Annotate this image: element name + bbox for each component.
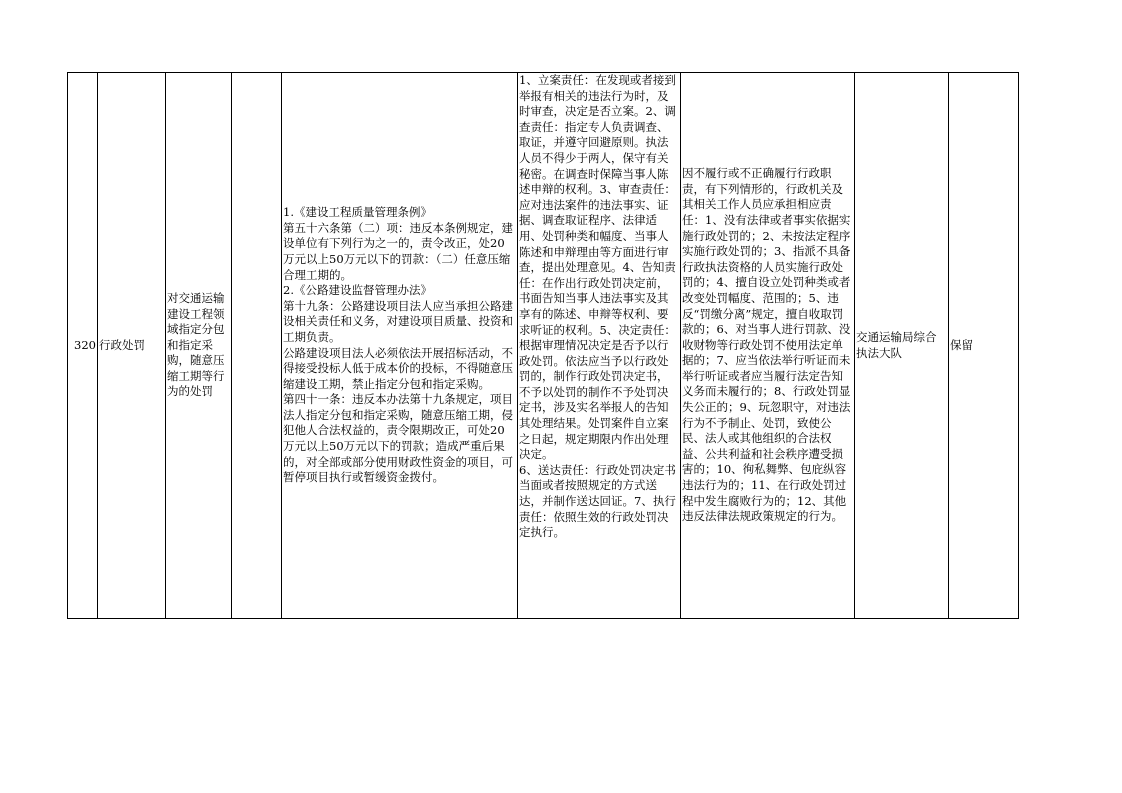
responsibility-text: 1、立案责任：在发现或者接到举报有相关的违法行为时，及时审查，决定是否立案。2、调查责任：指定专人负责调查、取证，并遵守回避原则。执法人员不得少于两人，保守有关秘密。在调查时保障当事人陈述申辩的权利。3、审查责任：应对违法案件的违法事实、证据、调查取证程序、法律适用、处罚种类和幅度、当事人陈述和申辩理由等方面进行审查，提出处理意见。4、告知责任：在作出行政处罚决定前，书面告知当事人违法事实及其享有的陈述、申辩等权利、要求听证的权利。5、决定责任：根据审理情况决定是否予以行政处罚。依法应当予以行政处罚的，制作行政处罚决定书，不予以处罚的制作不予处罚决定书，涉及实名举报人的告知其处理结果。处罚案件自立案之日起，规定期限内作出处理决定。 6、送达责任：行政处罚决定书当面或者按照规定的方式送达，并制作送达回证。7、执行责任：依照生效的行政处罚决定执行。 <box>519 73 676 540</box>
category-cell: 行政处罚 <box>98 73 166 619</box>
item-name-cell: 对交通运输建设工程领域指定分包和指定采购，随意压缩工期等行为的处罚 <box>166 73 232 619</box>
power-list-table <box>67 72 1019 619</box>
remark-cell: 保留 <box>949 73 1019 619</box>
table-row <box>68 73 1019 619</box>
row-number-cell: 320 <box>68 73 98 619</box>
department-cell: 交通运输局综合执法大队 <box>855 73 949 619</box>
responsibility-cell <box>518 73 681 619</box>
legal-basis-cell: 1.《建设工程质量管理条例》 第五十六条第（二）项：违反本条例规定，建设单位有下列行为之一的，责令改正，处20万元以上50万元以下的罚款：（二）任意压缩合理工期的。 2.《公路建设监督管理办法》 第十九条：公路建设项目法人应当承担公路建设相关责任和义务，对建设项目质量、投资和工期负责。 公路建设项目法人必须依法开展招标活动，不得接受投标人低于成本价的投标，不得随意压缩建设工期，禁止指定分包和指定采购。 第四十一条：违反本办法第十九条规定，项目法人指定分包和指定采购，随意压缩工期，侵犯他人合法权益的，责令限期改正，可处20万元以上50万元以下的罚款；造成严重后果的，对全部或部分使用财政性资金的项目，可暂停项目执行或暂缓资金拨付。 <box>282 73 518 619</box>
sub-item-cell <box>232 73 282 619</box>
accountability-cell: 因不履行或不正确履行行政职责，有下列情形的，行政机关及其相关工作人员应承担相应责任：1、没有法律或者事实依据实施行政处罚的；2、未按法定程序实施行政处罚的；3、指派不具备行政执法资格的人员实施行政处罚的；4、擅自设立处罚种类或者改变处罚幅度、范围的；5、违反“罚缴分离”规定，擅自收取罚款的；6、对当事人进行罚款、没收财物等行政处罚不使用法定单据的；7、应当依法举行听证而未举行听证或者应当履行法定告知义务而未履行的；8、行政处罚显失公正的；9、玩忽职守，对违法行为不予制止、处罚，致使公民、法人或其他组织的合法权益、公共利益和社会秩序遭受损害的；10、徇私舞弊、包庇纵容违法行为的；11、在行政处罚过程中发生腐败行为的；12、其他违反法律法规政策规定的行为。 <box>681 73 855 619</box>
